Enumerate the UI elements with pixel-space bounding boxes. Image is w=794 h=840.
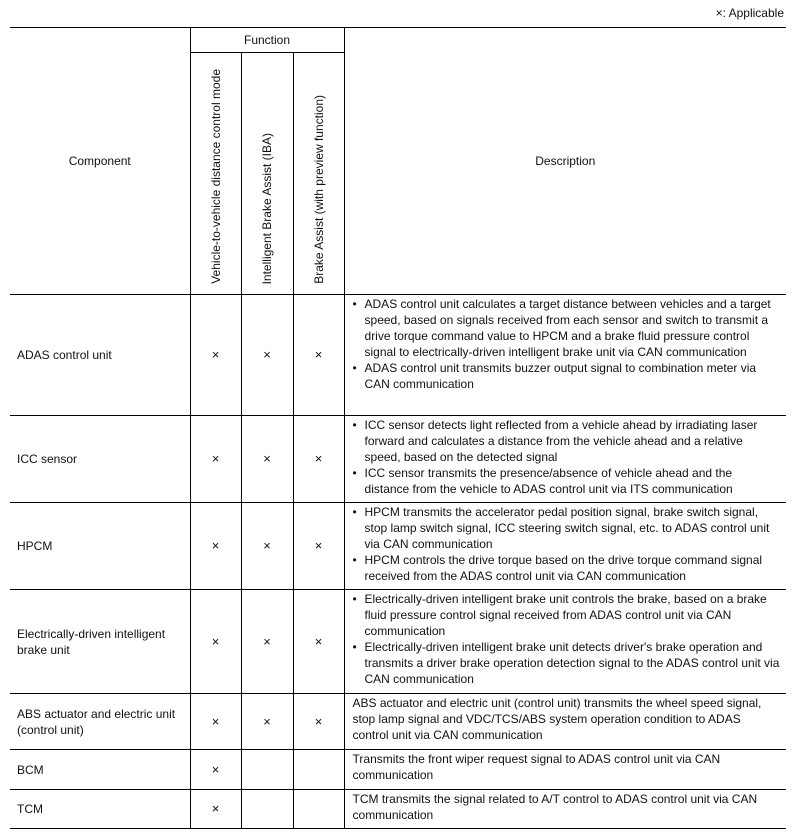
applicable-mark: × bbox=[190, 416, 241, 503]
component-column-header: Component bbox=[10, 28, 190, 295]
function-group-header: Function bbox=[190, 28, 344, 53]
component-name: HPCM bbox=[10, 503, 190, 590]
applicable-mark: × bbox=[241, 694, 293, 750]
applicable-mark: × bbox=[190, 503, 241, 590]
applicable-mark: × bbox=[241, 295, 293, 416]
table-row bbox=[10, 590, 786, 694]
component-description bbox=[344, 590, 786, 694]
component-description: Transmits the front wiper request signal to ADAS control unit via CAN communication bbox=[344, 750, 786, 790]
table-row bbox=[10, 295, 786, 416]
component-name: ABS actuator and electric unit (control unit) bbox=[10, 694, 190, 750]
description-bullet: • HPCM transmits the accelerator pedal position signal, brake switch signal, stop lamp switch signal, ICC steering switch signal, etc. to ADAS control unit via CAN communication bbox=[353, 504, 781, 552]
component-name: TCM bbox=[10, 790, 190, 829]
component-description: ABS actuator and electric unit (control unit) transmits the wheel speed signal, stop lamp signal and VDC/TCS/ABS system operation condition to ADAS control unit via CAN communication bbox=[344, 694, 786, 750]
component-name: ADAS control unit bbox=[10, 295, 190, 416]
applicable-mark: × bbox=[293, 416, 344, 503]
table-row bbox=[10, 503, 786, 590]
applicable-mark bbox=[293, 790, 344, 829]
function-label-brake-assist: Brake Assist (with preview function) bbox=[311, 95, 326, 284]
applicable-mark bbox=[241, 750, 293, 790]
function-header-iba bbox=[241, 53, 293, 295]
function-label-distance-control: Vehicle-to-vehicle distance control mode bbox=[208, 69, 223, 284]
description-bullet: • Electrically-driven intelligent brake unit detects driver's brake operation and transmits a driver brake operation detection signal to the ADAS control unit via CAN communication bbox=[353, 639, 781, 687]
component-description: TCM transmits the signal related to A/T control to ADAS control unit via CAN communication bbox=[344, 790, 786, 829]
component-name: ICC sensor bbox=[10, 416, 190, 503]
description-bullet: • ICC sensor transmits the presence/absence of vehicle ahead and the distance from the vehicle to ADAS control unit via ITS communication bbox=[353, 465, 781, 497]
component-description bbox=[344, 503, 786, 590]
applicable-mark: × bbox=[190, 295, 241, 416]
applicable-mark: × bbox=[190, 750, 241, 790]
applicable-mark: × bbox=[293, 503, 344, 590]
applicable-mark: × bbox=[241, 503, 293, 590]
component-name: Electrically-driven intelligent brake unit bbox=[10, 590, 190, 694]
function-label-iba: Intelligent Brake Assist (IBA) bbox=[260, 132, 274, 284]
table-row bbox=[10, 750, 786, 790]
component-name: BCM bbox=[10, 750, 190, 790]
description-bullet: • Electrically-driven intelligent brake unit controls the brake, based on a brake fluid pressure control signal received from ADAS control unit via CAN communication bbox=[353, 591, 781, 639]
function-header-distance-control bbox=[190, 53, 241, 295]
description-bullet: • ADAS control unit calculates a target distance between vehicles and a target speed, based on signals received from each sensor and switch to transmit a drive torque command value to HPCM and a brake fluid pressure control signal to electrically-driven intelligent brake unit via CAN communication bbox=[353, 296, 781, 360]
applicable-legend: ×: Applicable bbox=[715, 6, 784, 20]
applicable-mark: × bbox=[190, 790, 241, 829]
applicable-mark: × bbox=[293, 694, 344, 750]
description-bullet: • HPCM controls the drive torque based on the drive torque command signal received from the ADAS control unit via CAN communication bbox=[353, 552, 781, 584]
description-column-header: Description bbox=[344, 28, 786, 295]
description-bullet: • ICC sensor detects light reflected from a vehicle ahead by irradiating laser forward and calculates a distance from the vehicle ahead and a relative speed, based on the detected signal bbox=[353, 417, 781, 465]
component-function-table bbox=[10, 27, 786, 829]
applicable-mark: × bbox=[293, 295, 344, 416]
component-description bbox=[344, 295, 786, 416]
description-bullet: • ADAS control unit transmits buzzer output signal to combination meter via CAN communication bbox=[353, 360, 781, 392]
table-row bbox=[10, 416, 786, 503]
table-row bbox=[10, 790, 786, 829]
applicable-mark: × bbox=[190, 694, 241, 750]
applicable-mark: × bbox=[241, 590, 293, 694]
component-description bbox=[344, 416, 786, 503]
function-header-brake-assist bbox=[293, 53, 344, 295]
applicable-mark bbox=[241, 790, 293, 829]
applicable-mark bbox=[293, 750, 344, 790]
applicable-mark: × bbox=[293, 590, 344, 694]
applicable-mark: × bbox=[241, 416, 293, 503]
applicable-mark: × bbox=[190, 590, 241, 694]
table-row bbox=[10, 694, 786, 750]
